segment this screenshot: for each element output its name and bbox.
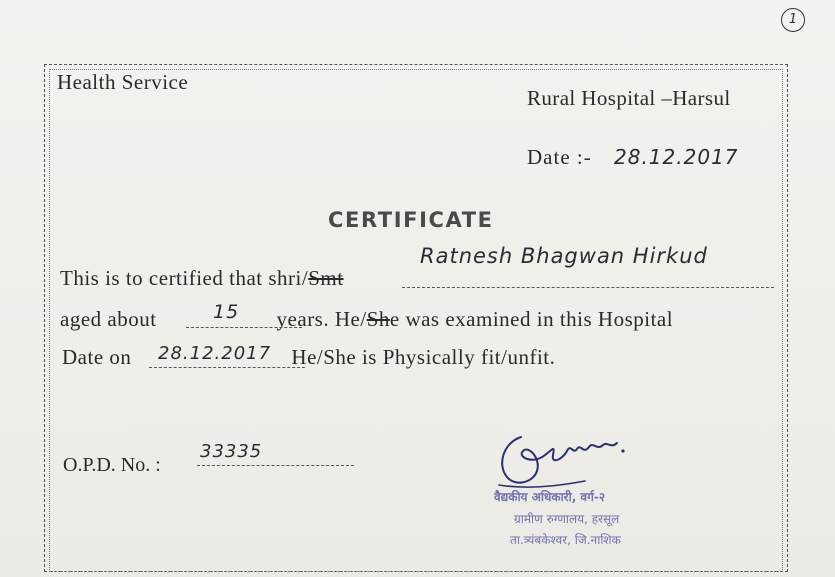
age-suffix: e was examined in this Hospital [389,307,674,331]
exam-date-prefix: Date on [62,345,132,369]
age-mid: years. He/ [276,307,367,331]
exam-date: 28.12.2017 [158,343,272,364]
hospital-name: Rural Hospital –Harsul [527,86,731,110]
stamp-line-3: ता.त्र्यंबकेश्वर, जि.नाशिक [510,533,621,547]
date-value: 28.12.2017 [614,145,739,169]
age-blank-line [186,327,302,328]
age-prefix: aged about [60,307,157,331]
stamp-line-2: ग्रामीण रुग्णालय, हरसूल [514,512,620,526]
exam-date-suffix: He/She is Physically fit/unfit. [291,345,556,369]
certificate-title: CERTIFICATE [328,208,494,232]
struck-pronoun: Sh [366,307,390,331]
opd-number: 33335 [200,441,263,462]
date-label: Date :- [527,145,592,169]
exam-date-blank-line [149,367,305,368]
stamp-line-1: वैद्यकीय अधिकारी, वर्ग-२ [494,490,606,504]
department-name: Health Service [57,70,189,94]
patient-age: 15 [213,301,240,323]
exam-date-line [62,345,555,370]
official-stamp [494,484,686,554]
certify-line [60,266,344,291]
opd-label: O.P.D. No. : [63,454,161,476]
name-blank-line [402,287,774,288]
certify-prefix: This is to certified that shri/ [60,266,309,290]
patient-name: Ratnesh Bhagwan Hirkud [420,244,708,268]
page-number: 1 [781,8,805,32]
age-line [60,307,673,332]
opd-blank-line [197,465,354,466]
struck-honorific: Smt [308,266,344,290]
